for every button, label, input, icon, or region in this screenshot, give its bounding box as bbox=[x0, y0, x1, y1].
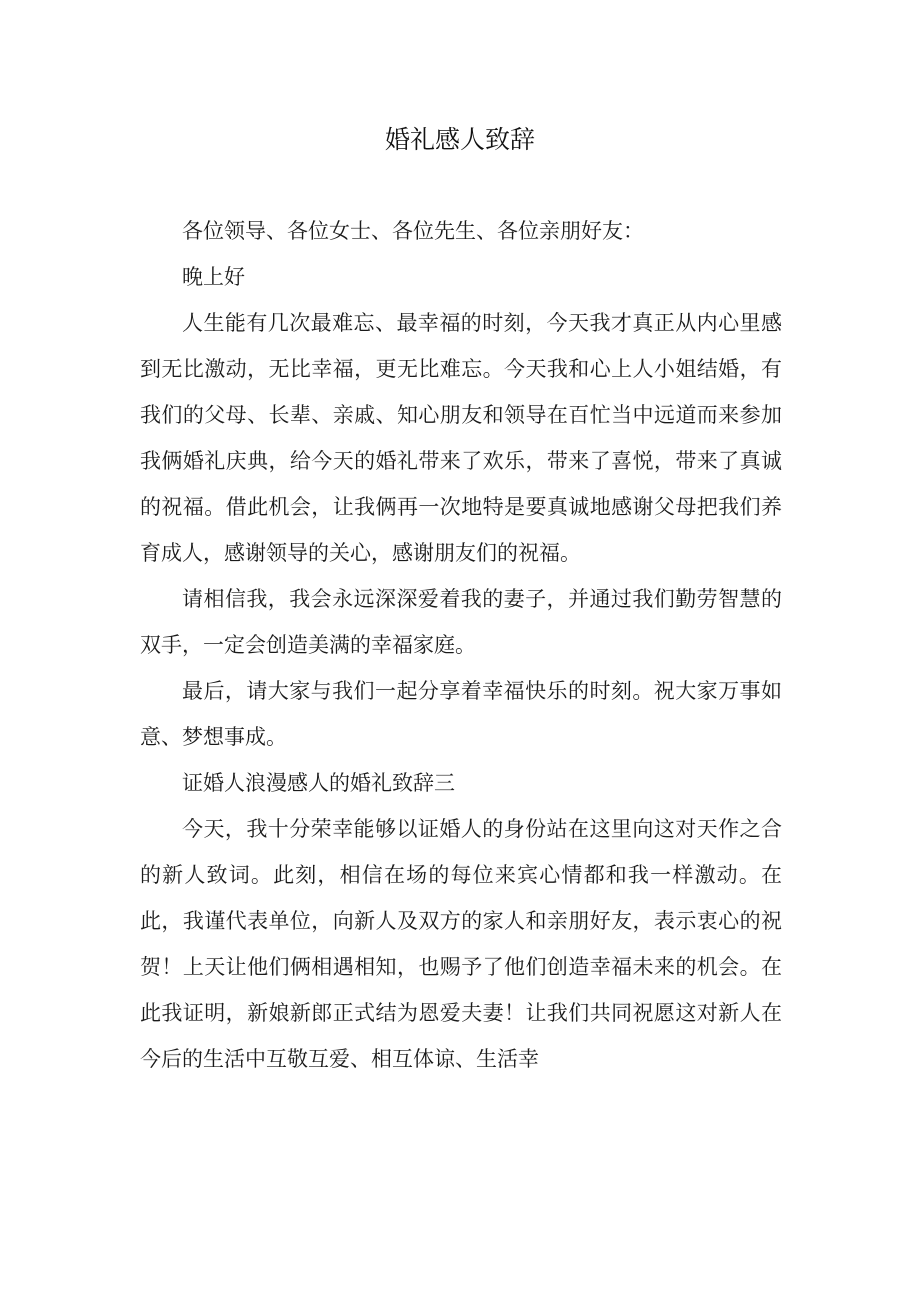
body-paragraph: 人生能有几次最难忘、最幸福的时刻，今天我才真正从内心里感到无比激动，无比幸福，更无比难忘。今天我和心上人小姐结婚，有我们的父母、长辈、亲戚、知心朋友和领导在百忙当中远道而来参加我俩婚礼庆典，给今天的婚礼带来了欢乐，带来了喜悦，带来了真诚的祝福。借此机会，让我俩再一次地特是要真诚地感谢父母把我们养育成人，感谢领导的关心，感谢朋友们的祝福。 bbox=[140, 311, 782, 565]
section-heading: 证婚人浪漫感人的婚礼致辞三 bbox=[182, 771, 455, 795]
document-body bbox=[140, 208, 782, 1082]
salutation-paragraph: 各位领导、各位女士、各位先生、各位亲朋好友： bbox=[182, 219, 644, 243]
body-paragraph: 今天，我十分荣幸能够以证婚人的身份站在这里向这对天作之合的新人致词。此刻，相信在场的每位来宾心情都和我一样激动。在此，我谨代表单位，向新人及双方的家人和亲朋好友，表示衷心的祝贺！上天让他们俩相遇相知，也赐予了他们创造幸福未来的机会。在此我证明，新娘新郎正式结为恩爱夫妻！让我们共同祝愿这对新人在今后的生活中互敬互爱、相互体谅、生活幸 bbox=[140, 817, 782, 1071]
greeting-paragraph: 晚上好 bbox=[182, 265, 245, 289]
body-paragraph: 请相信我，我会永远深深爱着我的妻子，并通过我们勤劳智慧的双手，一定会创造美满的幸福家庭。 bbox=[140, 587, 782, 657]
document-title: 婚礼感人致辞 bbox=[384, 125, 535, 154]
body-paragraph: 最后，请大家与我们一起分享着幸福快乐的时刻。祝大家万事如意、梦想事成。 bbox=[140, 679, 782, 749]
